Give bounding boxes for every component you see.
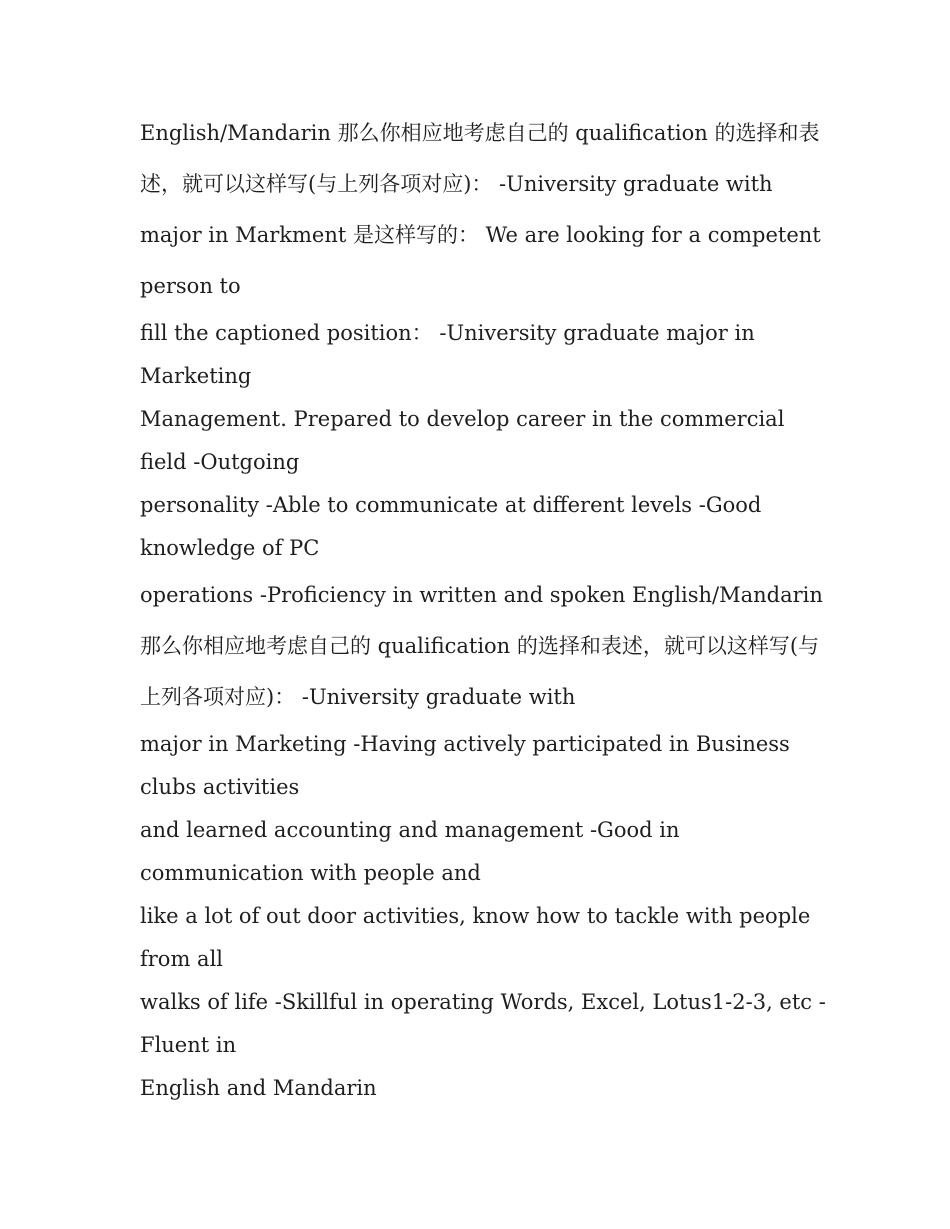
paragraph-10: English and Mandarin <box>140 1076 377 1100</box>
paragraph-8: like a lot of out door activities, know how to tackle with people from all <box>140 904 811 971</box>
paragraph-5: operations -Proficiency in written and spoken English/Mandarin 那么你相应地考虑自己的 qualification 的选择和表述，就可以这样写(与上列各项对应)： -University graduate with <box>140 583 823 709</box>
paragraph-4: personality -Able to communicate at different levels -Good knowledge of PC <box>140 493 762 560</box>
paragraph-1: English/Mandarin 那么你相应地考虑自己的 qualification 的选择和表述，就可以这样写(与上列各项对应)： -University graduate with major in Markment 是这样写的： We are looking for a competent person to <box>140 121 821 298</box>
paragraph-3: Management. Prepared to develop career in the commercial field -Outgoing <box>140 407 785 474</box>
document-body <box>140 108 830 1110</box>
paragraph-6: major in Marketing -Having actively participated in Business clubs activities <box>140 732 790 799</box>
paragraph-9: walks of life -Skillful in operating Words, Excel, Lotus1-2-3, etc -Fluent in <box>140 990 826 1057</box>
paragraph-2: fill the captioned position： -University graduate major in Marketing <box>140 321 755 388</box>
paragraph-7: and learned accounting and management -Good in communication with people and <box>140 818 680 885</box>
